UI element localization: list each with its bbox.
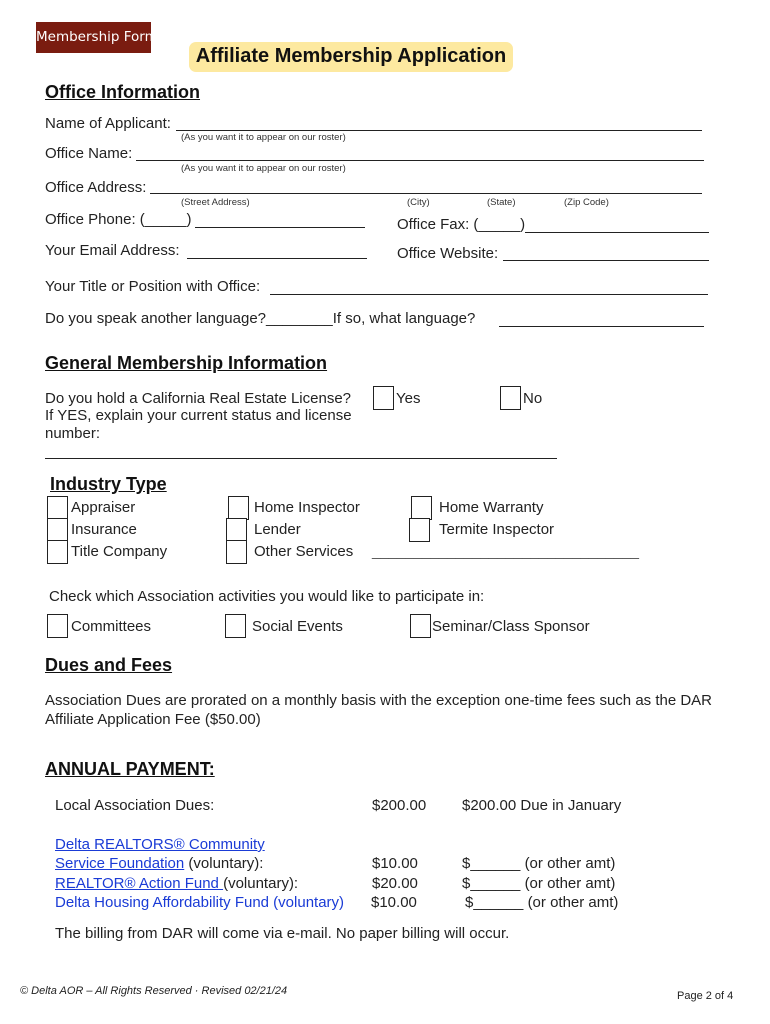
seminar-sponsor-label: Seminar/Class Sponsor bbox=[432, 618, 590, 635]
website-label: Office Website: bbox=[397, 245, 499, 262]
other-services-label: Other Services bbox=[254, 543, 354, 560]
other-services-checkbox[interactable] bbox=[226, 540, 247, 564]
office-name-field[interactable] bbox=[136, 160, 704, 161]
raf-link[interactable]: REALTOR® Action Fund bbox=[55, 875, 224, 892]
raf-other-amount[interactable]: $______ (or other amt) bbox=[462, 875, 616, 892]
title-position-label: Your Title or Position with Office: bbox=[45, 278, 261, 295]
office-phone-label: Office Phone: (_____) bbox=[45, 211, 192, 228]
industry-heading: Industry Type bbox=[50, 474, 167, 494]
license-number-field[interactable] bbox=[45, 458, 557, 459]
foundation-row bbox=[55, 855, 263, 872]
roster-note: (As you want it to appear on our roster) bbox=[181, 132, 346, 143]
home-warranty-checkbox[interactable] bbox=[411, 496, 432, 520]
roster-note: (As you want it to appear on our roster) bbox=[181, 163, 346, 174]
street-note: (Street Address) bbox=[181, 197, 250, 208]
local-dues-note: $200.00 Due in January bbox=[462, 797, 622, 814]
local-dues-amount: $200.00 bbox=[372, 797, 427, 814]
office-address-field[interactable] bbox=[150, 193, 702, 194]
home-inspector-checkbox[interactable] bbox=[228, 496, 249, 520]
housing-link[interactable]: Delta Housing Affordability Fund bbox=[55, 894, 270, 911]
raf-row bbox=[55, 875, 298, 892]
termite-inspector-checkbox[interactable] bbox=[409, 518, 430, 542]
activities-prompt: Check which Association activities you would like to participate in: bbox=[49, 588, 485, 605]
footer-copyright: © Delta AOR – All Rights Reserved · Revised 02/21/24 bbox=[20, 985, 288, 997]
license-question: Do you hold a California Real Estate License? bbox=[45, 390, 352, 407]
social-events-label: Social Events bbox=[252, 618, 343, 635]
home-warranty-label: Home Warranty bbox=[439, 499, 544, 516]
title-company-checkbox[interactable] bbox=[47, 540, 68, 564]
insurance-checkbox[interactable] bbox=[47, 518, 68, 542]
zip-note: (Zip Code) bbox=[564, 197, 609, 208]
state-note: (State) bbox=[487, 197, 516, 208]
local-dues-label: Local Association Dues: bbox=[55, 797, 215, 814]
office-name-label: Office Name: bbox=[45, 145, 133, 162]
applicant-name-field[interactable] bbox=[176, 130, 702, 131]
membership-form-badge: Membership Form bbox=[36, 22, 151, 53]
foundation-other-amount[interactable]: $______ (or other amt) bbox=[462, 855, 616, 872]
other-services-field[interactable]: ________________________________ bbox=[372, 543, 639, 560]
raf-amount: $20.00 bbox=[372, 875, 418, 892]
committees-checkbox[interactable] bbox=[47, 614, 68, 638]
housing-row bbox=[55, 894, 344, 911]
foundation-amount: $10.00 bbox=[372, 855, 418, 872]
office-fax-field[interactable] bbox=[525, 232, 709, 233]
office-fax-label: Office Fax: (_____) bbox=[397, 216, 526, 233]
office-info-heading: Office Information bbox=[45, 82, 201, 102]
dues-text-line1: Association Dues are prorated on a monthly basis with the exception one-time fees such as the DAR bbox=[45, 692, 713, 709]
social-events-checkbox[interactable] bbox=[225, 614, 246, 638]
termite-inspector-label: Termite Inspector bbox=[439, 521, 555, 538]
housing-other-amount[interactable]: $______ (or other amt) bbox=[465, 894, 619, 911]
office-address-label: Office Address: bbox=[45, 179, 147, 196]
seminar-sponsor-checkbox[interactable] bbox=[410, 614, 431, 638]
email-label: Your Email Address: bbox=[45, 242, 180, 259]
dues-text-line2: Affiliate Application Fee ($50.00) bbox=[45, 711, 261, 728]
billing-note: The billing from DAR will come via e-mail. No paper billing will occur. bbox=[55, 925, 510, 942]
raf-suffix: (voluntary): bbox=[223, 875, 299, 892]
license-number-label: number: bbox=[45, 425, 101, 442]
city-note: (City) bbox=[407, 197, 430, 208]
foundation-suffix: (voluntary): bbox=[184, 855, 264, 872]
page-title: Affiliate Membership Application bbox=[195, 45, 507, 67]
housing-suffix: (voluntary) bbox=[269, 894, 345, 911]
lender-checkbox[interactable] bbox=[226, 518, 247, 542]
general-info-heading: General Membership Information bbox=[45, 353, 328, 373]
yes-label: Yes bbox=[396, 390, 421, 407]
no-label: No bbox=[523, 390, 543, 407]
annual-payment-heading: ANNUAL PAYMENT: bbox=[45, 759, 215, 779]
insurance-label: Insurance bbox=[71, 521, 137, 538]
license-explain: If YES, explain your current status and license bbox=[45, 407, 352, 424]
foundation-link-2[interactable]: Service Foundation bbox=[55, 855, 185, 872]
applicant-name-label: Name of Applicant: bbox=[45, 115, 171, 132]
page-number: Page 2 of 4 bbox=[677, 990, 734, 1002]
committees-label: Committees bbox=[71, 618, 152, 635]
title-position-field[interactable] bbox=[270, 294, 708, 295]
dues-heading: Dues and Fees bbox=[45, 655, 173, 675]
office-phone-field[interactable] bbox=[195, 227, 365, 228]
website-field[interactable] bbox=[503, 260, 709, 261]
title-company-label: Title Company bbox=[71, 543, 168, 560]
no-checkbox[interactable] bbox=[500, 386, 521, 410]
appraiser-label: Appraiser bbox=[71, 499, 136, 516]
email-field[interactable] bbox=[187, 258, 367, 259]
language-field[interactable] bbox=[499, 326, 704, 327]
lender-label: Lender bbox=[254, 521, 301, 538]
foundation-link[interactable]: Delta REALTORS® Community bbox=[55, 836, 265, 853]
home-inspector-label: Home Inspector bbox=[254, 499, 360, 516]
housing-amount: $10.00 bbox=[371, 894, 417, 911]
yes-checkbox[interactable] bbox=[373, 386, 394, 410]
language-label: Do you speak another language?________If so, what language? bbox=[45, 310, 476, 327]
appraiser-checkbox[interactable] bbox=[47, 496, 68, 520]
